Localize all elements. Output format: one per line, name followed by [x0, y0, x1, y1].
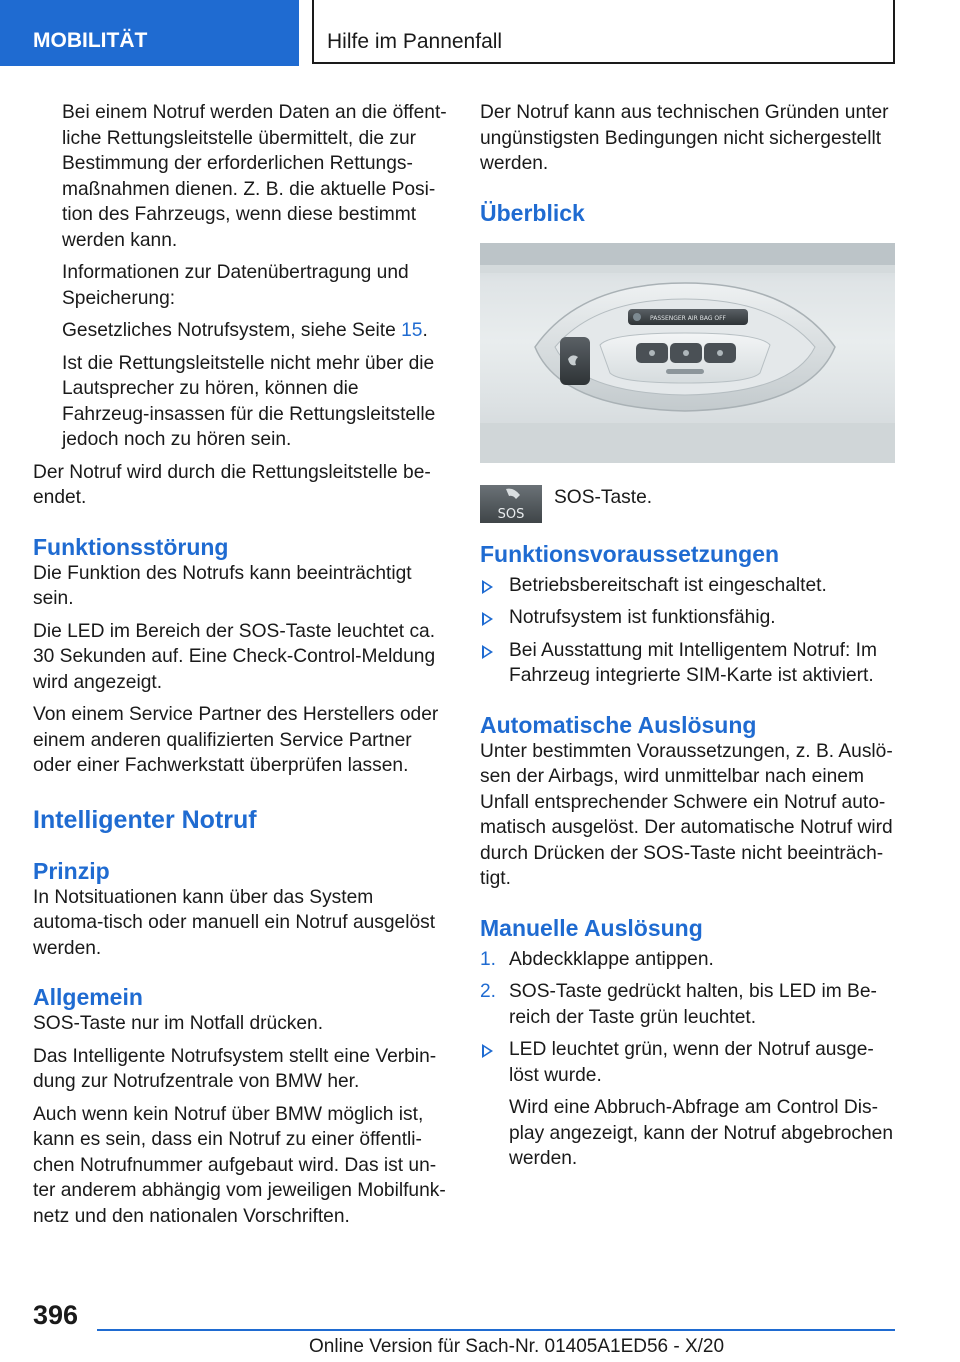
paragraph: Von einem Service Partner des Herstellers oder einem anderen qualifizierten Service Partner oder einer Fachwerkstatt überprüfen lassen. [33, 704, 439, 776]
heading-ueberblick: Überblick [480, 199, 585, 226]
heading-allgemein: Allgemein [33, 984, 143, 1010]
heading-automatische-ausloesung: Automatische Auslösung [480, 711, 757, 738]
triangle-bullet-icon [482, 612, 493, 626]
section-title: MOBILITÄT [33, 29, 148, 52]
step-item [480, 947, 895, 973]
paragraph: Bei einem Notruf werden Daten an die öffent-liche Rettungsleitstelle übermittelt, die zur Bestimmung der erforderlichen Rettungs-maßnahmen dienen. Z. B. die aktuelle Posi-tion des Fahrzeugs, wenn diese bestimmt werden kann. [62, 102, 447, 251]
paragraph: Unter bestimmten Voraussetzungen, z. B. Auslö-sen der Airbags, wird unmittelbar nach einem Unfall entsprechender Schwere ein Notruf auto-matisch ausgelöst. Der automatische Notruf wird durch Drücken der SOS-Taste nicht beeinträch-tigt. [480, 740, 893, 889]
list-item-text: Bei Ausstattung mit Intelligentem Notruf: Im Fahrzeug integrierte SIM-Karte ist aktiviert. [509, 639, 877, 686]
triangle-bullet-icon [482, 580, 493, 594]
heading-intelligenter-notruf: Intelligenter Notruf [33, 805, 257, 834]
result-note: Wird eine Abbruch-Abfrage am Control Dis-play angezeigt, kann der Notruf abgebrochen werden. [509, 1097, 894, 1169]
requirements-list [480, 573, 895, 689]
left-column [33, 100, 448, 1229]
paragraph: Ist die Rettungsleitstelle nicht mehr über die Lautsprecher zu hören, können die Fahrzeug-insassen für die Rettungsleitstelle jedoch noch zu hören sein. [62, 352, 436, 450]
heading-prinzip: Prinzip [33, 857, 110, 884]
paragraph-end: . [422, 320, 428, 341]
chapter-tab [312, 0, 895, 64]
list-item [480, 605, 895, 631]
section-tab [0, 0, 299, 66]
right-column [480, 100, 895, 1172]
paragraph-text: Gesetzliches Notrufsystem, siehe Seite [62, 320, 402, 341]
list-item-text: Betriebsbereitschaft ist eingeschaltet. [509, 574, 827, 596]
list-item [480, 573, 895, 599]
paragraph: Die LED im Bereich der SOS-Taste leuchtet ca. 30 Sekunden auf. Eine Check-Control-Meldung wird angezeigt. [33, 620, 436, 693]
paragraph: Die Funktion des Notrufs kann beeinträchtigt sein. [33, 562, 412, 609]
heading-manuelle-ausloesung: Manuelle Auslösung [480, 914, 703, 941]
triangle-bullet-icon [482, 645, 493, 659]
paragraph: Informationen zur Datenübertragung und Speicherung: [62, 262, 409, 309]
footer-version: Online Version für Sach-Nr. 01405A1ED56 - X/20 [309, 1336, 725, 1357]
sos-caption-row [480, 485, 895, 525]
paragraph: Auch wenn kein Notruf über BMW möglich ist, kann es sein, dass ein Notruf zu einer öffentli-chen Notrufnummer aufgebaut wird. Das ist un-ter anderem abhängig vom jeweiligen Mobilfunk-netz und den nationalen Vorschriften. [33, 1103, 446, 1227]
step-number: 2. [480, 981, 497, 1002]
page-link[interactable]: 15 [401, 320, 423, 341]
sos-icon-text: SOS [497, 506, 525, 522]
footer-divider [97, 1329, 895, 1331]
overhead-console-illustration [480, 243, 895, 463]
overhead-console-photo [480, 243, 895, 463]
heading-funktionsvoraussetzungen: Funktionsvoraussetzungen [480, 540, 780, 567]
step-text: SOS-Taste gedrückt halten, bis LED im Be-reich der Taste grün leuchtet. [509, 981, 877, 1028]
step-text: Abdeckklappe antippen. [509, 948, 714, 970]
paragraph: In Notsituationen kann über das System automa-tisch oder manuell ein Notruf ausgelöst werden. [33, 886, 436, 959]
page-header [0, 0, 960, 66]
airbag-indicator-label: PASSENGER AIR BAG OFF [650, 314, 726, 322]
result-text: LED leuchtet grün, wenn der Notruf ausge-löst wurde. [509, 1039, 874, 1086]
page-number: 396 [33, 1300, 79, 1330]
paragraph-with-link [33, 318, 448, 344]
steps-list [480, 947, 895, 1172]
chapter-title: Hilfe im Pannenfall [327, 30, 503, 53]
step-item [480, 979, 895, 1030]
paragraph: Der Notruf wird durch die Rettungsleitstelle be-endet. [33, 461, 431, 508]
triangle-bullet-icon [482, 1044, 493, 1058]
result-item [480, 1037, 895, 1088]
sos-caption: SOS-Taste. [554, 486, 653, 508]
paragraph: SOS-Taste nur im Notfall drücken. [33, 1013, 324, 1034]
sos-button-icon [480, 485, 542, 523]
paragraph: Der Notruf kann aus technischen Gründen unter ungünstigsten Bedingungen nicht sichergestellt werden. [480, 102, 889, 174]
paragraph: Das Intelligente Notrufsystem stellt eine Verbin-dung zur Notrufzentrale von BMW her. [33, 1045, 437, 1092]
list-item [480, 638, 895, 689]
heading-funktionsstoerung: Funktionsstörung [33, 533, 229, 560]
list-item-text: Notrufsystem ist funktionsfähig. [509, 607, 776, 628]
step-number: 1. [480, 948, 497, 970]
